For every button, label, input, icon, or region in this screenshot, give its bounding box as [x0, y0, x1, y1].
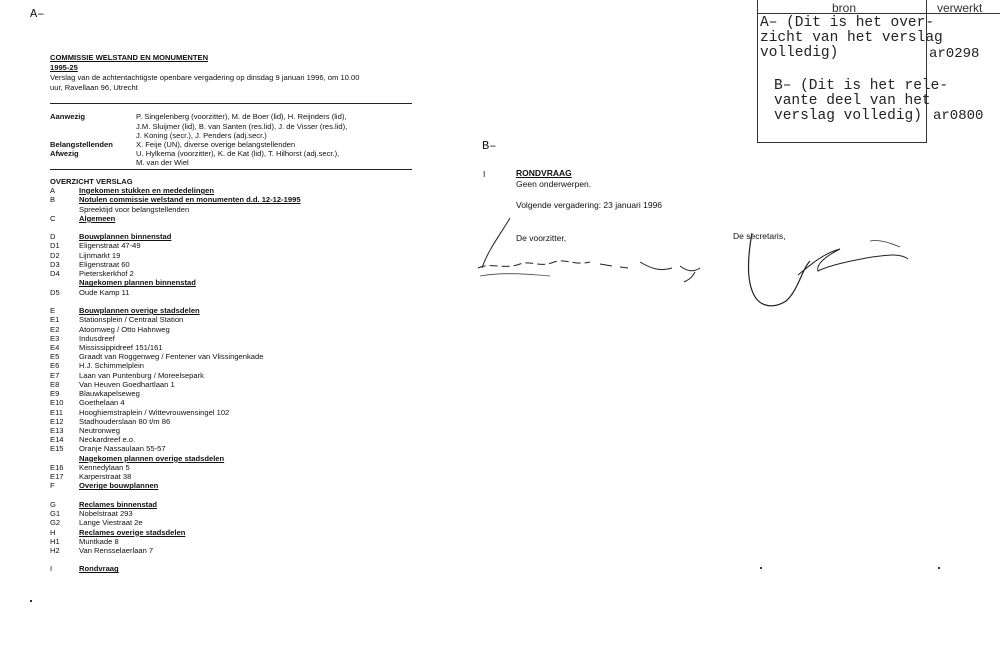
agenda-item-text: Bouwplannen overige stadsdelen [79, 306, 200, 315]
agenda-item-text: Nagekomen plannen binnenstad [79, 278, 196, 288]
agenda-item-text: Reclames overige stadsdelen [79, 527, 186, 537]
attendance-absent-2: M. van der Wiel [136, 158, 189, 167]
scan-speck [938, 567, 940, 569]
agenda-item-code: E17 [50, 472, 64, 482]
agenda-item-text: Laan van Puntenburg / Moreelsepark [79, 370, 204, 380]
agenda-item-text: Overige bouwplannen [79, 481, 159, 491]
agenda-item-code: E15 [50, 444, 64, 454]
agenda-item-code: E12 [50, 416, 64, 426]
agenda-item-text: Nobelstraat 293 [79, 509, 133, 519]
agenda-item-text: Hooghiemstraplein / Wittevrouwensingel 102 [79, 407, 230, 417]
divider-overview [50, 169, 412, 170]
agenda-item-code: E14 [50, 435, 64, 445]
agenda-item-code: D4 [50, 269, 60, 279]
agenda-item-text: Eligenstraat 60 [79, 259, 130, 269]
agenda-item-text: Reclames binnenstad [79, 499, 158, 509]
agenda-item-text: Ingekomen stukken en mededelingen [79, 186, 215, 195]
agenda-item-text: Lange Viestraat 2e [79, 518, 143, 528]
agenda-item-text: Van Rensselaerlaan 7 [79, 546, 154, 555]
secretary-label: De secretaris, [733, 231, 786, 241]
agenda-item-text: Notulen commissie welstand en monumenten d.d. 12-12-1995 [79, 195, 301, 205]
divider-top [50, 103, 412, 104]
agenda-item-text: Bouwplannen binnenstad [79, 232, 172, 242]
archive-note-b: B– (Dit is het rele- vante deel van het verslag volledig) [774, 78, 949, 124]
marker-a: A– [30, 7, 45, 21]
chair-label: De voorzitter, [516, 233, 567, 243]
next-meeting: Volgende vergadering: 23 januari 1996 [516, 200, 663, 210]
agenda-item-text: Oude Kamp 11 [79, 287, 130, 297]
agenda-item-code: E8 [50, 379, 60, 389]
agenda-item-text: Kennedylaan 5 [79, 462, 130, 472]
agenda-item-code: E6 [50, 361, 60, 371]
agenda-item-text: Blauwkapelseweg [79, 389, 140, 399]
agenda-item-text: Lijnmarkt 19 [79, 250, 121, 260]
agenda-item-text: Spreektijd voor belangstellenden [79, 204, 190, 214]
agenda-item-code: A [50, 186, 56, 195]
agenda-item-code: D5 [50, 287, 60, 297]
agenda-item-text: Neutronweg [79, 426, 120, 435]
attendance-label-guests: Belangstellenden [50, 140, 113, 149]
overview-title: OVERZICHT VERSLAG [50, 177, 133, 186]
agenda-item-code: G [50, 499, 56, 509]
archive-table [757, 0, 1000, 143]
attendance-present-3: J. Koning (secr.), J. Penders (adj.secr.) [136, 131, 267, 140]
section-body: Geen onderwerpen. [516, 179, 592, 189]
agenda-item-code: E11 [50, 407, 63, 417]
agenda-item-text: Stadhouderslaan 80 t/m 86 [79, 416, 171, 426]
agenda-item-code: B [50, 195, 56, 205]
agenda-item-code: H1 [50, 536, 60, 546]
section-heading: RONDVRAAG [516, 168, 572, 178]
agenda-item-code: E10 [50, 398, 64, 408]
agenda-item-text: Mississippidreef 151/161 [79, 342, 163, 352]
agenda-item-code: E7 [50, 370, 60, 380]
agenda-item-text: Stationsplein / Centraal Station [79, 315, 184, 325]
attendance-guests-1: X. Feije (UN), diverse overige belangstellenden [136, 140, 296, 149]
scan-speck [30, 600, 32, 602]
secretary-signature [740, 225, 920, 315]
archive-note-a: A– (Dit is het over- zicht van het verslag volledig) [760, 15, 943, 61]
doc-title: COMMISSIE WELSTAND EN MONUMENTEN [50, 53, 209, 62]
scan-speck [760, 567, 762, 569]
attendance-label-present: Aanwezig [50, 112, 86, 121]
agenda-item-text: Graadt van Roggenweg / Fentener van Vlissingenkade [79, 352, 264, 362]
agenda-item-code: E9 [50, 389, 60, 399]
archive-code-b: ar0800 [933, 108, 984, 124]
agenda-item-code: H [50, 527, 56, 537]
col-source-header: bron [832, 1, 857, 15]
agenda-item-text: Karperstraat 38 [79, 472, 132, 482]
agenda-item-code: I [50, 564, 53, 574]
agenda-item-code: E2 [50, 324, 60, 334]
agenda-item-text: Nagekomen plannen overige stadsdelen [79, 453, 225, 463]
attendance-present-2: J.M. Sluijmer (lid), B. van Santen (res.lid), J. de Visser (res.lid), [136, 122, 348, 131]
agenda-item-code: E5 [50, 352, 60, 362]
agenda-item-code: D [50, 232, 56, 242]
agenda-item-code: E4 [50, 342, 60, 352]
agenda-item-code: E [50, 306, 56, 315]
agenda-item-code: E16 [50, 462, 64, 472]
col-processed-header: verwerkt [937, 1, 983, 15]
doc-intro-2: uur, Ravellaan 96, Utrecht [50, 83, 138, 92]
archive-code-a: ar0298 [929, 46, 980, 62]
attendance-label-absent: Afwezig [50, 149, 79, 158]
agenda-item-code: H2 [50, 546, 60, 555]
agenda-item-text: Oranje Nassaulaan 55-57 [79, 444, 166, 454]
doc-intro-1: Verslag van de achtentachtigste openbare vergadering op dinsdag 9 januari 1996, om 10.00 [50, 73, 360, 82]
agenda-item-text: Muntkade 8 [79, 536, 119, 546]
agenda-item-code: D2 [50, 250, 60, 260]
agenda-item-code: E13 [50, 426, 64, 435]
section-code: I [483, 169, 486, 179]
agenda-item-text: H.J. Schimmelplein [79, 361, 144, 371]
agenda-item-text: Rondvraag [79, 564, 119, 574]
agenda-item-code: D3 [50, 259, 60, 269]
agenda-item-text: Neckardreef e.o. [79, 435, 136, 445]
doc-number: 1995-25 [50, 63, 78, 72]
agenda-item-text: Goethelaan 4 [79, 398, 125, 408]
agenda-item-code: C [50, 213, 56, 223]
agenda-item-text: Pieterskerkhof 2 [79, 269, 134, 279]
attendance-present-1: P. Singelenberg (voorzitter), M. de Boer (lid), H. Reijnders (lid), [136, 112, 347, 121]
agenda-item-text: Eligenstraat 47-49 [79, 241, 141, 251]
agenda-item-code: F [50, 481, 55, 491]
agenda-item-code: G1 [50, 509, 61, 519]
chair-signature [470, 210, 730, 290]
attendance-absent-1: U. Hylkema (voorzitter), K. de Kat (lid), T. Hilhorst (adj.secr.), [136, 149, 340, 158]
agenda-item-code: D1 [50, 241, 60, 251]
agenda-item-code: G2 [50, 518, 61, 528]
agenda-item-text: Algemeen [79, 213, 116, 223]
marker-b: B– [482, 139, 497, 153]
agenda-item-text: Van Heuven Goedhartlaan 1 [79, 379, 175, 389]
agenda-item-code: E1 [50, 315, 60, 325]
agenda-item-text: Indusdreef [79, 333, 115, 343]
agenda-item-text: Atoomweg / Otto Hahnweg [79, 324, 170, 334]
agenda-item-code: E3 [50, 333, 60, 343]
